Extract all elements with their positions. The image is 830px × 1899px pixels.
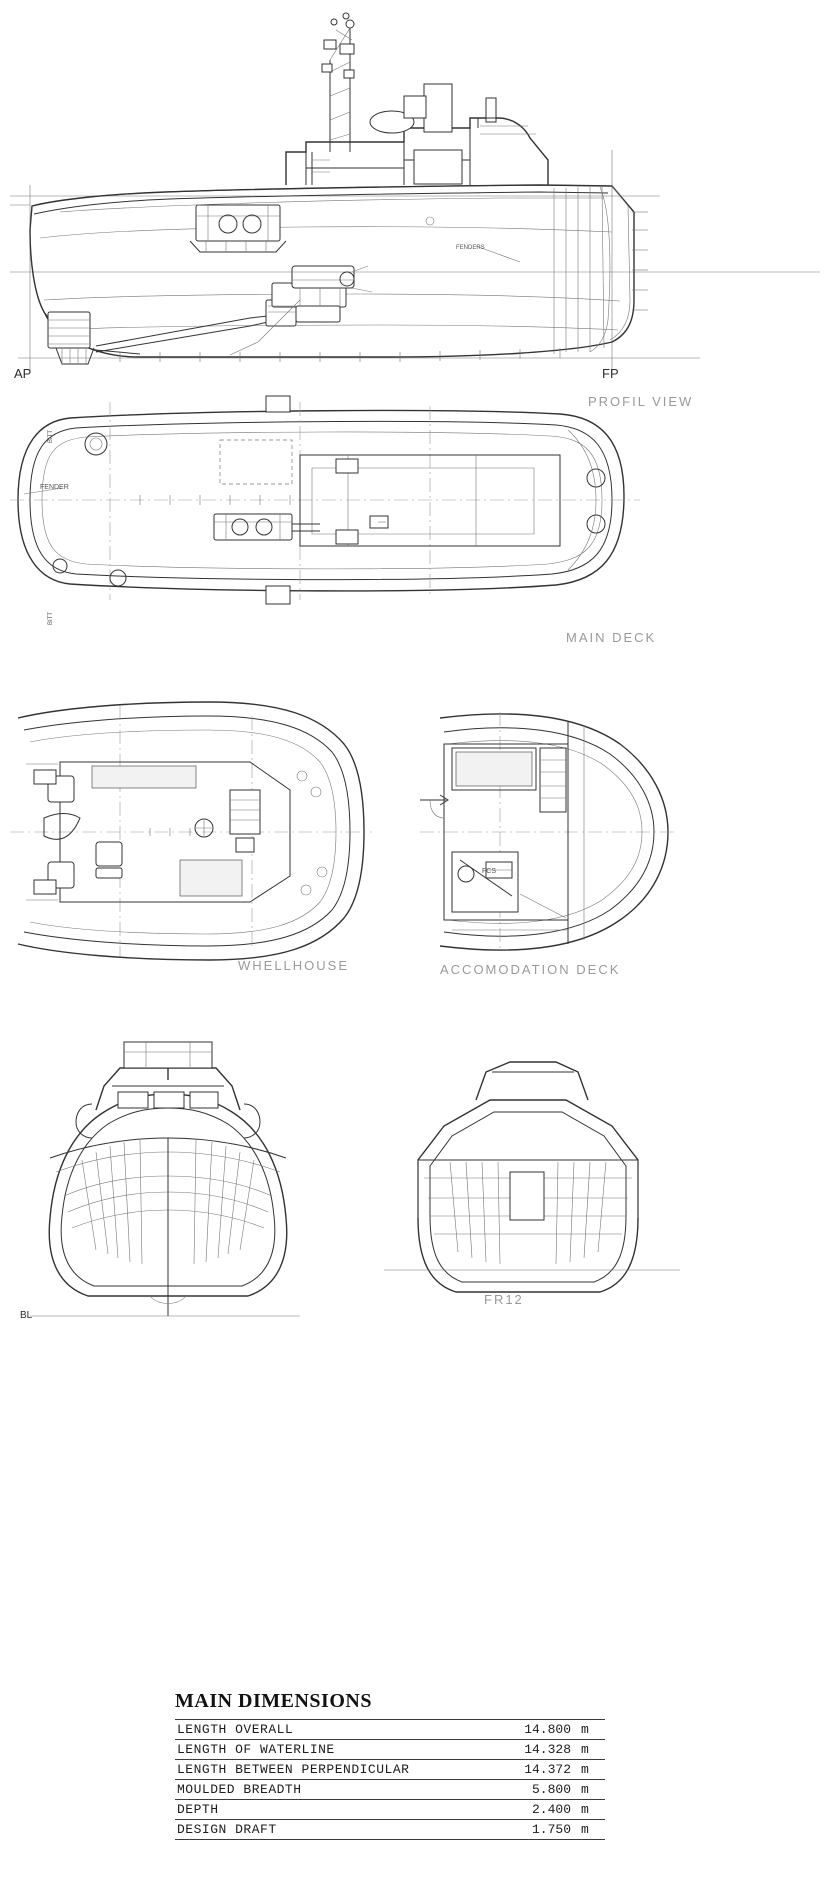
table-row: [175, 1820, 605, 1840]
table-row: [175, 1760, 605, 1780]
caption-wheelhouse: WHELLHOUSE: [238, 958, 350, 973]
dimension-unit: m: [581, 1782, 589, 1797]
dimension-value: 14.328: [524, 1742, 571, 1757]
dimension-value: 14.800: [524, 1722, 571, 1737]
main-dimensions-block: [175, 1690, 605, 1840]
mast-group: [312, 13, 354, 185]
marker-ap: AP: [14, 366, 32, 381]
label-fcs: FCS: [482, 868, 496, 875]
dimension-label: LENGTH OF WATERLINE: [177, 1742, 335, 1757]
main-dimensions-table: [175, 1719, 605, 1840]
dimension-label: LENGTH OVERALL: [177, 1722, 294, 1737]
table-row: [175, 1800, 605, 1820]
bow-section-view-group: [30, 1042, 300, 1316]
dimension-value: 5.800: [531, 1782, 571, 1797]
dimension-value: 1.750: [531, 1822, 571, 1837]
dimension-unit: m: [581, 1822, 589, 1837]
dimension-label: DEPTH: [177, 1802, 219, 1817]
dimension-label: MOULDED BREADTH: [177, 1782, 302, 1797]
label-fender: FENDER: [40, 484, 69, 491]
table-row: [175, 1720, 605, 1740]
main-deck-view-group: [10, 396, 640, 604]
dimension-label: LENGTH BETWEEN PERPENDICULAR: [177, 1762, 410, 1777]
stern-section-view-group: [384, 1062, 680, 1292]
table-row: [175, 1780, 605, 1800]
dimension-unit: m: [581, 1742, 589, 1757]
label-bitt-left: BITT: [48, 430, 54, 443]
table-row: [175, 1740, 605, 1760]
dimension-value: 2.400: [531, 1802, 571, 1817]
label-bitt-right: BITT: [48, 612, 54, 625]
dimension-label: DESIGN DRAFT: [177, 1822, 277, 1837]
dimension-unit: m: [581, 1802, 589, 1817]
dimension-unit: m: [581, 1722, 589, 1737]
caption-accommodation-deck: ACCOMODATION DECK: [440, 962, 621, 977]
main-dimensions-title: MAIN DIMENSIONS: [175, 1690, 372, 1712]
wheelhouse-view-group: [10, 702, 372, 960]
dimension-unit: m: [581, 1762, 589, 1777]
label-fenders: FENDERS: [456, 245, 485, 251]
caption-profile-view: PROFIL VIEW: [588, 394, 694, 409]
dimension-value: 14.372: [524, 1762, 571, 1777]
marker-fp: FP: [602, 366, 619, 381]
marker-bl: BL: [20, 1310, 33, 1321]
caption-main-deck: MAIN DECK: [566, 630, 657, 645]
profile-view-group: [10, 13, 820, 372]
caption-fr12: FR12: [484, 1292, 524, 1307]
accommodation-deck-view-group: [420, 712, 676, 952]
